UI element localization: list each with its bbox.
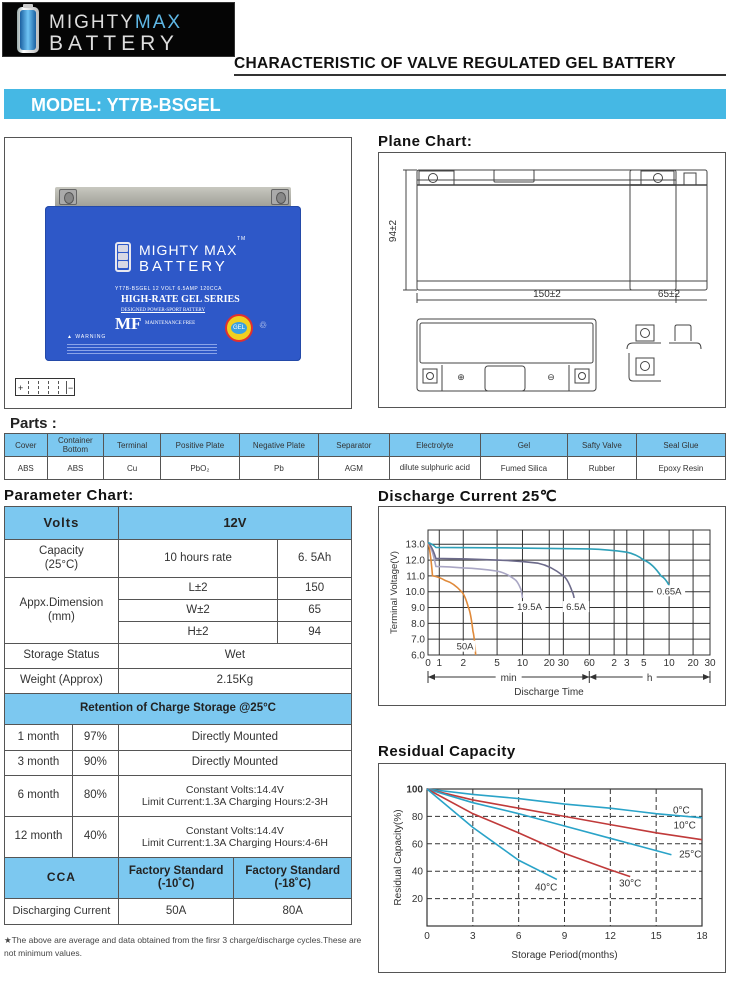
weight-value: 2.15Kg [118,669,351,694]
x-tick-label: 18 [696,931,708,942]
brand-logo [2,2,235,57]
series-label: 0.65A [656,586,682,598]
residual-chart [379,764,727,974]
series-line-30C [427,789,630,877]
residual-chart-panel [378,763,726,973]
retention-percent: 80% [72,776,118,817]
residual-chart-title: Residual Capacity [378,743,516,760]
x-tick-label: 9 [561,931,568,942]
capacity-value: 6. 5Ah [278,540,352,578]
x-tick-label: 30 [557,658,569,669]
warning-label: ▲ WARNING [67,334,107,340]
x-tick-label: 6 [515,931,522,942]
x-tick-label: 1 [436,658,443,669]
y-tick-label: 10.0 [405,587,425,599]
parts-value: ABS [47,457,104,480]
negative-terminal-icon [271,189,289,205]
y-tick-label: 12.0 [405,555,425,567]
battery-case [45,206,301,361]
y-tick-label: 11.0 [406,571,425,583]
retention-note: Constant Volts:14.4V Limit Current:1.3A Charging Hours:4-6H [118,817,351,858]
trademark: TM [237,236,247,242]
terminal-detail [627,325,701,381]
retention-percent: 90% [72,751,118,776]
y-tick-label: 6.0 [411,650,425,662]
mf-label: MF [115,314,142,333]
positive-terminal-icon [59,189,77,205]
series-label: 50A [456,641,474,653]
x-tick-label: 30 [704,658,716,669]
parts-value: Pb [239,457,318,480]
x-tick-label: 2 [460,658,467,669]
x-tick-label: 2 [611,658,617,669]
unit-label-min: min [500,673,517,684]
x-tick-label: 10 [663,658,675,669]
series-label: 40°C [534,882,558,894]
storage-status-label: Storage Status [5,644,119,669]
logo-text-line1: MIGHTYMAX [49,12,183,33]
x-tick-label: 12 [604,931,616,942]
parts-header: Gel [480,434,567,457]
series-label: 10°C [673,820,696,832]
unit-label-h: h [646,673,653,684]
x-tick-label: 10 [516,658,529,669]
model-banner: MODEL: YT7B-BSGEL [4,89,726,119]
discharging-current-label: Discharging Current [5,899,119,925]
retention-note: Directly Mounted [118,725,351,751]
y-tick-label: 80 [411,811,423,823]
battery-logo-icon [17,7,39,53]
parts-value-row [5,457,726,480]
retention-row [5,776,352,817]
weight-label: Weight (Approx) [5,669,119,694]
positive-symbol: ⊕ [457,372,465,382]
parts-header: Safty Valve [567,434,636,457]
y-axis-label: Terminal Voltage(V) [389,551,400,634]
top-view [417,319,596,391]
capacity-rate: 10 hours rate [118,540,277,578]
volts-label: Volts [5,507,119,540]
y-tick-label: 100 [406,784,423,796]
logo-text-line2: BATTERY [49,32,179,55]
brand-line2: BATTERY [139,258,228,275]
discharge-chart [379,507,727,707]
plane-chart-title: Plane Chart: [378,133,473,150]
retention-note: Constant Volts:14.4V Limit Current:1.3A Charging Hours:2-3H [118,776,351,817]
plane-chart-diagram [378,152,726,408]
series-label: 0°C [672,805,690,817]
parts-header: Positive Plate [160,434,239,457]
brand-line1: MIGHTY MAX [139,242,238,258]
x-axis-label: Discharge Time [514,687,584,698]
retention-row [5,817,352,858]
retention-period: 1 month [5,725,73,751]
series-label: 6.5A [566,602,586,614]
dimension-length-label: L±2 [118,578,277,600]
warning-text [67,342,217,354]
x-tick-label: 0 [424,931,430,942]
retention-row [5,751,352,776]
front-view [403,170,676,303]
series-line-25C [427,789,671,855]
y-tick-label: 40 [411,866,423,878]
parts-value: Fumed Silica [480,457,567,480]
series-label: 25°C [679,849,702,861]
parts-value: PbO₂ [160,457,239,480]
series-label: HIGH-RATE GEL SERIES [121,294,240,305]
volts-value: 12V [118,507,351,540]
discharging-current-minus18: 80A [234,899,352,925]
retention-row [5,725,352,751]
series-line-0_65A [428,543,669,586]
y-axis-label: Residual Capacity(%) [393,809,404,906]
x-tick-label: 60 [583,658,595,669]
retention-period: 6 month [5,776,73,817]
length-dimension-label: 150±2 [533,289,561,300]
storage-status-value: Wet [118,644,351,669]
parameter-chart-title: Parameter Chart: [4,487,134,504]
parts-value: AGM [318,457,389,480]
parts-value: Epoxy Resin [636,457,725,480]
parts-header: Terminal [104,434,161,457]
parts-header: Seal Glue [636,434,725,457]
width-dimension-label: 65±2 [657,289,681,300]
parameter-table [4,506,352,925]
y-tick-label: 60 [411,839,423,851]
x-tick-label: 3 [470,931,476,942]
discharge-chart-title: Discharge Current 25℃ [378,488,558,505]
parts-value: dilute sulphuric acid [389,457,480,480]
x-axis-label: Storage Period(months) [511,950,618,961]
dimension-length-value: 150 [278,578,352,600]
series-label: 30°C [619,878,642,890]
dimension-width-value: 65 [278,600,352,622]
retention-header: Retention of Charge Storage @25°C [5,694,352,725]
dimension-height-value: 94 [278,622,352,644]
parts-value: ABS [5,457,48,480]
battery-subtitle: DESIGNED POWER-SPORT BATTERY [121,308,206,313]
series-line-40C [427,789,557,879]
parts-table [4,433,726,480]
dimension-width-label: W±2 [118,600,277,622]
retention-note: Directly Mounted [118,751,351,776]
height-dimension-label: 94±2 [388,219,399,243]
y-tick-label: 7.0 [411,634,425,646]
battery-icon [115,242,131,272]
x-tick-label: 5 [494,658,500,669]
x-tick-label: 5 [640,658,647,669]
parts-header: Negative Plate [239,434,318,457]
discharge-chart-panel [378,506,726,706]
retention-period: 3 month [5,751,73,776]
dimension-height-label: H±2 [118,622,277,644]
mf-text: MAINTENANCE FREE [145,321,196,326]
parts-value: Cu [104,457,161,480]
side-view [630,170,707,300]
x-tick-label: 3 [624,658,630,669]
x-tick-label: 0 [425,658,431,669]
y-tick-label: 9.0 [411,603,425,615]
polarity-diagram: + − [15,378,75,396]
y-tick-label: 20 [411,894,423,906]
y-tick-label: 13.0 [405,539,425,551]
parts-header: Separator [318,434,389,457]
series-line-6_5A [428,543,574,598]
product-photo-panel [4,137,352,409]
series-label: 19.5A [517,602,542,614]
capacity-label: Capacity (25°C) [5,540,119,578]
x-tick-label: 20 [687,658,699,669]
parts-header: Container Bottom [47,434,104,457]
x-tick-label: 15 [650,931,662,942]
cca-header-minus10: Factory Standard (-10˚C) [118,858,234,899]
recycle-icon: ♲ [259,320,269,330]
discharging-current-minus10: 50A [118,899,234,925]
spec-line: YT7B-BSGEL 12 VOLT 6.5AMP 120CCA [115,286,222,292]
parts-title: Parts : [10,415,57,432]
dimension-label: Appx.Dimension (mm) [5,578,119,644]
parts-value: Rubber [567,457,636,480]
series-line-19_5A [428,543,522,598]
page-title: CHARACTERISTIC OF VALVE REGULATED GEL BATTERY [234,55,726,76]
cca-header-minus18: Factory Standard (-18˚C) [234,858,352,899]
cca-label: CCA [5,858,119,899]
x-tick-label: 20 [543,658,555,669]
footnote: ★The above are average and data obtained from the firsr 3 charge/discharge cycles.These are not minimum values. [4,935,362,959]
y-tick-label: 8.0 [411,618,425,630]
retention-period: 12 month [5,817,73,858]
retention-percent: 97% [72,725,118,751]
gel-badge-icon: GEL [225,314,253,342]
negative-symbol: ⊖ [547,372,555,382]
parts-header: Cover [5,434,48,457]
retention-percent: 40% [72,817,118,858]
parts-header-row [5,434,726,457]
parts-header: Electrolyte [389,434,480,457]
